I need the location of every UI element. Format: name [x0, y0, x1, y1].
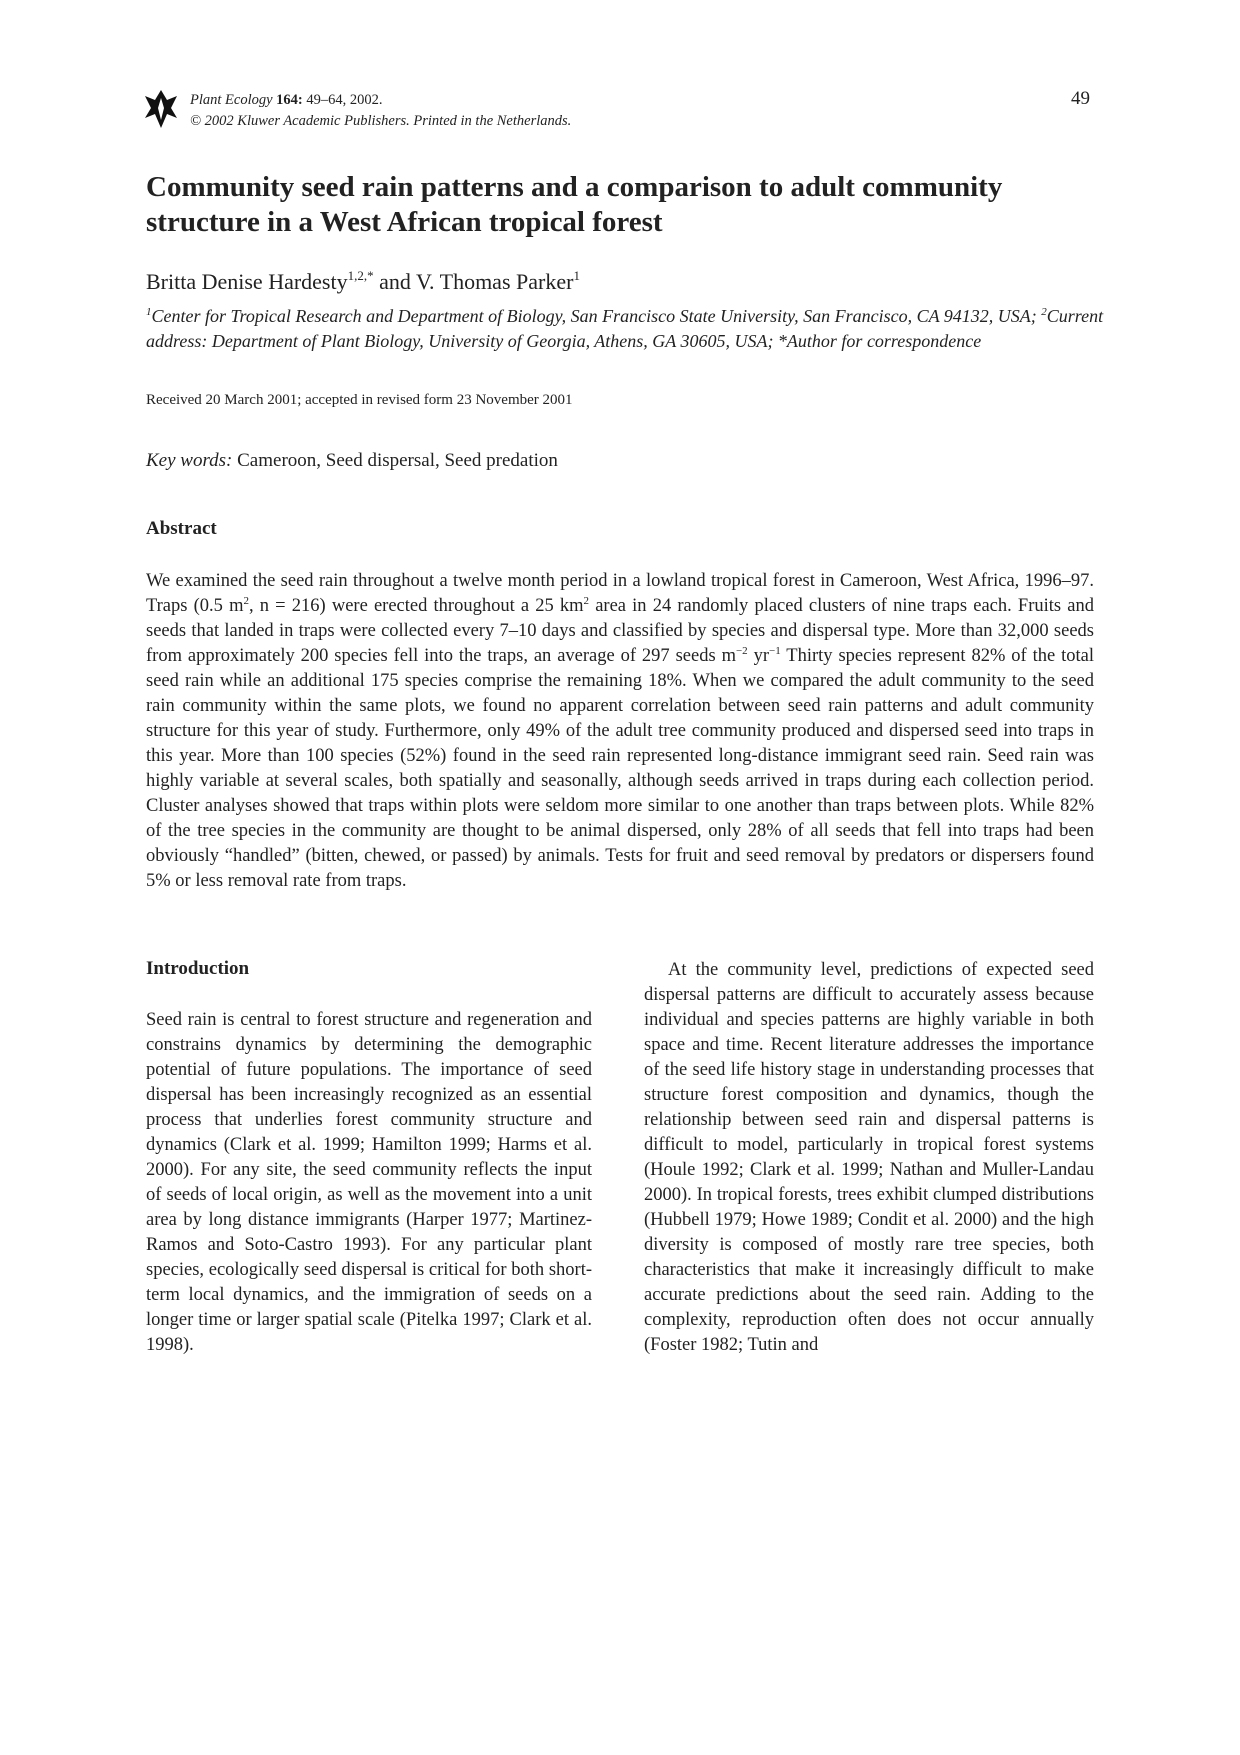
superscript: 2	[583, 595, 590, 607]
superscript: 2	[243, 595, 249, 607]
author-name: Britta Denise Hardesty	[146, 269, 348, 294]
author-superscript: 1	[573, 268, 580, 283]
abstract-segment: We examined the seed rain throughout a twelve month period in a lowland tropical forest in Cameroon, West Africa, 1996–97. Traps (0.5 m	[146, 571, 1094, 616]
affiliation-marker: 2	[1041, 306, 1047, 318]
journal-citation	[190, 90, 571, 132]
journal-pages-year: 49–64, 2002.	[302, 92, 383, 108]
introduction-right-column: At the community level, predictions of expected seed dispersal patterns are difficult to accurately assess because individual and species patterns are highly variable in both space and time. Recent literature addresses the importance of the seed life history stage in understanding processes that structure forest composition and dynamics, though the relationship between seed rain and dispersal patterns is difficult to model, particularly in tropical forest systems (Houle 1992; Clark et al. 1999; Nathan and Muller-Landau 2000). In tropical forests, trees exhibit clumped distributions (Hubbell 1979; Howe 1989; Condit et al. 2000) and the high diversity is composed of mostly rare tree species, both characteristics that make it increasingly difficult to make accurate predictions about the seed rain. Adding to the complexity, reproduction often does not occur annually (Foster 1982; Tutin and	[644, 960, 1094, 1355]
journal-volume: 164:	[276, 92, 303, 108]
abstract-text	[146, 569, 1094, 894]
superscript: −1	[769, 645, 781, 657]
received-dates: Received 20 March 2001; accepted in revised form 23 November 2001	[146, 392, 573, 408]
journal-name: Plant Ecology	[190, 92, 273, 108]
page-number: 49	[1071, 88, 1090, 109]
abstract-segment: , n = 216) were erected throughout a 25 km	[248, 596, 584, 616]
affiliations	[146, 300, 1106, 354]
abstract-segment: Thirty species represent 82% of the total seed rain while an additional 175 species comprise the remaining 18%. When we compared the adult community to the seed rain community within the same plots, we found no apparent correlation between seed rain patterns and adult community structure for this year of study. Furthermore, only 49% of the adult tree community produced and dispersed seed into traps in this year. More than 100 species (52%) found in the seed rain represented long-distance immigrant seed rain. Seed rain was highly variable at several scales, both spatially and seasonally, although seeds arrived in traps during each collection period. Cluster analyses showed that traps within plots were seldom more similar to one another than traps between plots. While 82% of the tree species in the community are thought to be animal dispersed, only 28% of all seeds that fell into traps had been obviously “handled” (bitten, chewed, or passed) by animals. Tests for fruit and seed removal by predators or dispersers found 5% or less removal rate from traps.	[146, 646, 1094, 891]
abstract-segment: yr	[747, 646, 770, 666]
author-name: and V. Thomas Parker	[373, 269, 574, 294]
affiliation-marker: 1	[146, 306, 152, 318]
keywords-label: Key words:	[146, 450, 233, 471]
abstract-segment: area in 24 randomly placed clusters of nine traps each. Fruits and seeds that landed in traps were collected every 7–10 days and classified by species and dispersal type. More than 32,000 seeds from approximately 200 species fell into the traps, an average of 297 seeds m	[146, 596, 1094, 666]
introduction-heading: Introduction	[146, 958, 250, 979]
introduction-left-column: Seed rain is central to forest structure and regeneration and constrains dynamics by determining the demographic potential of future populations. The importance of seed dispersal has been increasingly recognized as an essential process that underlies forest community structure and dynamics (Clark et al. 1999; Hamilton 1999; Harms et al. 2000). For any site, the seed community reflects the input of seeds of local origin, as well as the movement into a unit area by long distance immigrants (Harper 1977; Martinez-Ramos and Soto-Castro 1993). For any particular plant species, ecologically seed dispersal is critical for both short-term local dynamics, and the immigration of seeds on a longer time or larger spatial scale (Pitelka 1997; Clark et al. 1998).	[146, 1010, 592, 1355]
keywords	[146, 450, 558, 472]
keywords-list: Cameroon, Seed dispersal, Seed predation	[232, 450, 558, 471]
superscript: −2	[735, 645, 748, 657]
author-superscript: 1,2,*	[347, 268, 374, 283]
copyright-line: © 2002 Kluwer Academic Publishers. Printed in the Netherlands.	[190, 113, 572, 129]
author-line	[146, 268, 580, 295]
affiliation-text: Current address: Department of Plant Biology, University of Georgia, Athens, GA 30605, USA; *Author for correspondence	[146, 306, 1104, 351]
article-title: Community seed rain patterns and a comparison to adult community structure in a West African tropical forest	[146, 171, 1003, 238]
publisher-logo-icon	[143, 88, 179, 130]
affiliation-text: Center for Tropical Research and Department of Biology, San Francisco State University, San Francisco, CA 94132, USA;	[151, 306, 1042, 326]
abstract-heading: Abstract	[146, 518, 217, 539]
